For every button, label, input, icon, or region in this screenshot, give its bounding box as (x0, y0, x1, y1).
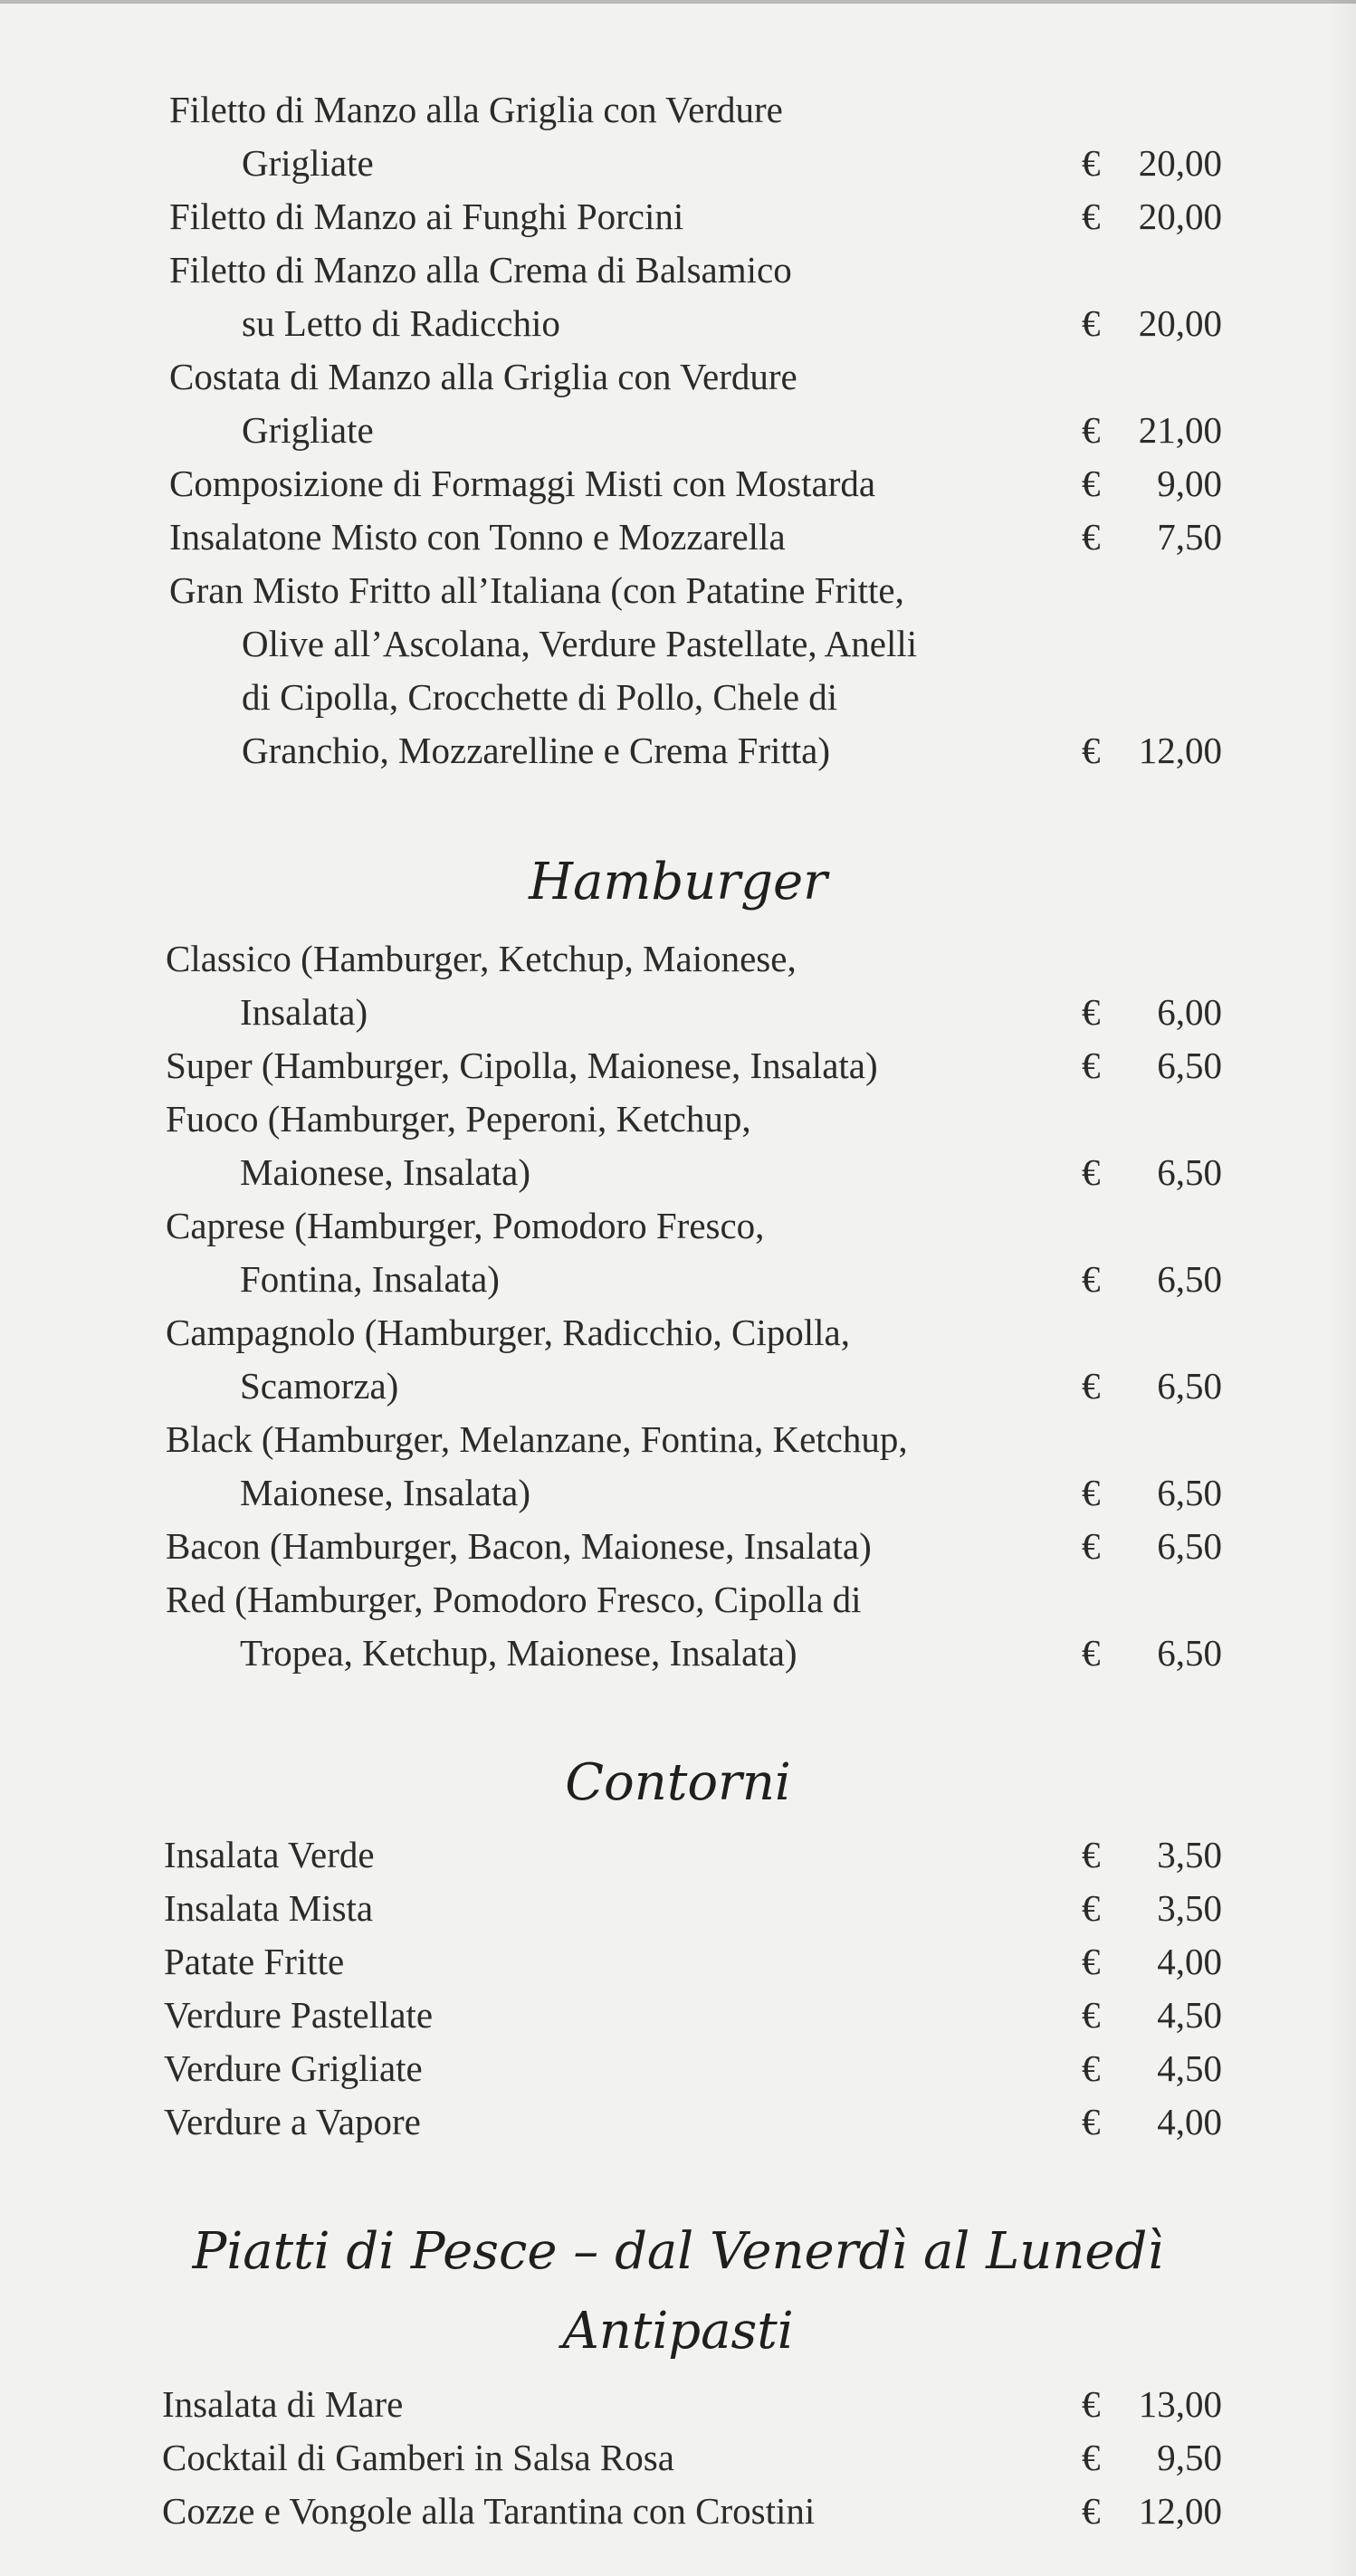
item-name-line: Costata di Manzo alla Griglia con Verdure (169, 356, 797, 397)
item-name-line: Black (Hamburger, Melanzane, Fontina, Ketchup, (166, 1418, 908, 1460)
price-amount: 7,50 (1157, 516, 1222, 558)
price-amount: 12,00 (1138, 730, 1222, 771)
meat-section (0, 83, 1356, 778)
item-name-line: Maionese, Insalata) (240, 1472, 531, 1513)
menu-item (0, 510, 1356, 564)
price-amount: 12,00 (1138, 2490, 1222, 2532)
currency-symbol: € (1082, 1472, 1101, 1513)
currency-symbol: € (1082, 463, 1101, 504)
item-name-line: Verdure Pastellate (164, 1994, 434, 2036)
menu-item (0, 2378, 1356, 2431)
price-amount: 6,50 (1157, 1632, 1222, 1674)
item-name-line: Caprese (Hamburger, Pomodoro Fresco, (166, 1205, 765, 1246)
item-name-line: Cocktail di Gamberi in Salsa Rosa (162, 2437, 674, 2478)
price-amount: 20,00 (1138, 196, 1222, 237)
menu-item (0, 564, 1356, 778)
price-amount: 4,50 (1157, 1994, 1222, 2036)
item-name-line: Filetto di Manzo alla Griglia con Verdure (169, 89, 783, 130)
menu-item (0, 190, 1356, 243)
currency-symbol: € (1082, 2490, 1101, 2532)
currency-symbol: € (1082, 1151, 1101, 1193)
menu-item (0, 1882, 1356, 1935)
price-amount: 6,50 (1157, 1472, 1222, 1513)
section-title-contorni: Contorni (565, 1753, 791, 1812)
item-name-line: Insalata Mista (164, 1887, 374, 1929)
price-amount: 6,50 (1157, 1365, 1222, 1407)
item-name-line: su Letto di Radicchio (242, 302, 560, 344)
price-amount: 3,50 (1157, 1834, 1222, 1875)
menu-item (0, 1520, 1356, 1573)
menu-item (0, 1828, 1356, 1882)
item-name-line: di Cipolla, Crocchette di Pollo, Chele di (242, 676, 838, 718)
item-name-line: Filetto di Manzo ai Funghi Porcini (169, 196, 684, 237)
item-name-line: Scamorza) (240, 1365, 399, 1407)
item-name-line: Maionese, Insalata) (240, 1151, 531, 1193)
price-amount: 6,50 (1157, 1525, 1222, 1567)
item-name-line: Campagnolo (Hamburger, Radicchio, Cipolla, (166, 1312, 850, 1353)
currency-symbol: € (1082, 1258, 1101, 1300)
price-amount: 4,00 (1157, 1941, 1222, 1982)
menu-item (0, 1413, 1356, 1520)
currency-symbol: € (1082, 2383, 1101, 2425)
currency-symbol: € (1082, 302, 1101, 344)
currency-symbol: € (1082, 991, 1101, 1033)
hamburger-section (0, 932, 1356, 1680)
item-name-line: Red (Hamburger, Pomodoro Fresco, Cipolla di (166, 1579, 862, 1620)
currency-symbol: € (1082, 1887, 1101, 1929)
price-amount: 3,50 (1157, 1887, 1222, 1929)
price-amount: 6,50 (1157, 1258, 1222, 1300)
menu-item (0, 1092, 1356, 1199)
menu-item (0, 932, 1356, 1039)
menu-item (0, 350, 1356, 457)
item-name-line: Gran Misto Fritto all’Italiana (con Patatine Fritte, (169, 569, 904, 611)
item-name-line: Tropea, Ketchup, Maionese, Insalata) (240, 1632, 797, 1674)
section-title-hamburger: Hamburger (529, 853, 827, 911)
currency-symbol: € (1082, 142, 1101, 184)
menu-item (0, 2095, 1356, 2149)
menu-item (0, 1306, 1356, 1413)
price-amount: 21,00 (1138, 409, 1222, 451)
currency-symbol: € (1082, 2101, 1101, 2142)
price-amount: 4,50 (1157, 2047, 1222, 2089)
item-name-line: Filetto di Manzo alla Crema di Balsamico (169, 249, 792, 291)
item-name-line: Fuoco (Hamburger, Peperoni, Ketchup, (166, 1098, 751, 1140)
price-amount: 13,00 (1138, 2383, 1222, 2425)
menu-item (0, 1039, 1356, 1092)
item-name-line: Olive all’Ascolana, Verdure Pastellate, Anelli (242, 623, 918, 664)
price-amount: 20,00 (1138, 142, 1222, 184)
menu-item (0, 2042, 1356, 2095)
menu-item (0, 457, 1356, 510)
currency-symbol: € (1082, 1525, 1101, 1567)
price-amount: 4,00 (1157, 2101, 1222, 2142)
item-name-line: Composizione di Formaggi Misti con Mostarda (169, 463, 876, 504)
section-title-pesce: Piatti di Pesce – dal Venerdì al Lunedì (192, 2222, 1164, 2281)
currency-symbol: € (1082, 1045, 1101, 1086)
item-name-line: Verdure Grigliate (164, 2047, 423, 2089)
item-name-line: Grigliate (242, 142, 374, 184)
currency-symbol: € (1082, 2437, 1101, 2478)
currency-symbol: € (1082, 1941, 1101, 1982)
item-name-line: Verdure a Vapore (164, 2101, 421, 2142)
menu-item (0, 1989, 1356, 2042)
pesce-section (0, 2378, 1356, 2538)
currency-symbol: € (1082, 196, 1101, 237)
currency-symbol: € (1082, 1994, 1101, 2036)
item-name-line: Granchio, Mozzarelline e Crema Fritta) (242, 730, 831, 771)
price-amount: 9,50 (1157, 2437, 1222, 2478)
section-subtitle-antipasti: Antipasti (562, 2302, 794, 2361)
item-name-line: Super (Hamburger, Cipolla, Maionese, Insalata) (166, 1045, 878, 1086)
currency-symbol: € (1082, 1632, 1101, 1674)
price-amount: 6,50 (1157, 1045, 1222, 1086)
currency-symbol: € (1082, 516, 1101, 558)
item-name-line: Bacon (Hamburger, Bacon, Maionese, Insalata) (166, 1525, 872, 1567)
menu-item (0, 83, 1356, 190)
item-name-line: Classico (Hamburger, Ketchup, Maionese, (166, 938, 797, 979)
price-amount: 6,00 (1157, 991, 1222, 1033)
item-name-line: Insalata di Mare (162, 2383, 404, 2425)
currency-symbol: € (1082, 730, 1101, 771)
item-name-line: Patate Fritte (164, 1941, 345, 1982)
currency-symbol: € (1082, 409, 1101, 451)
price-amount: 9,00 (1157, 463, 1222, 504)
item-name-line: Grigliate (242, 409, 374, 451)
item-name-line: Insalata) (240, 991, 368, 1033)
price-amount: 6,50 (1157, 1151, 1222, 1193)
menu-item (0, 1935, 1356, 1989)
menu-item (0, 2485, 1356, 2538)
currency-symbol: € (1082, 2047, 1101, 2089)
menu-item (0, 1573, 1356, 1680)
currency-symbol: € (1082, 1834, 1101, 1875)
currency-symbol: € (1082, 1365, 1101, 1407)
contorni-section (0, 1828, 1356, 2149)
menu-item (0, 1199, 1356, 1306)
price-amount: 20,00 (1138, 302, 1222, 344)
item-name-line: Fontina, Insalata) (240, 1258, 500, 1300)
menu-item (0, 2431, 1356, 2485)
item-name-line: Insalatone Misto con Tonno e Mozzarella (169, 516, 786, 558)
item-name-line: Cozze e Vongole alla Tarantina con Crostini (162, 2490, 816, 2532)
menu-item (0, 243, 1356, 350)
item-name-line: Insalata Verde (164, 1834, 375, 1875)
